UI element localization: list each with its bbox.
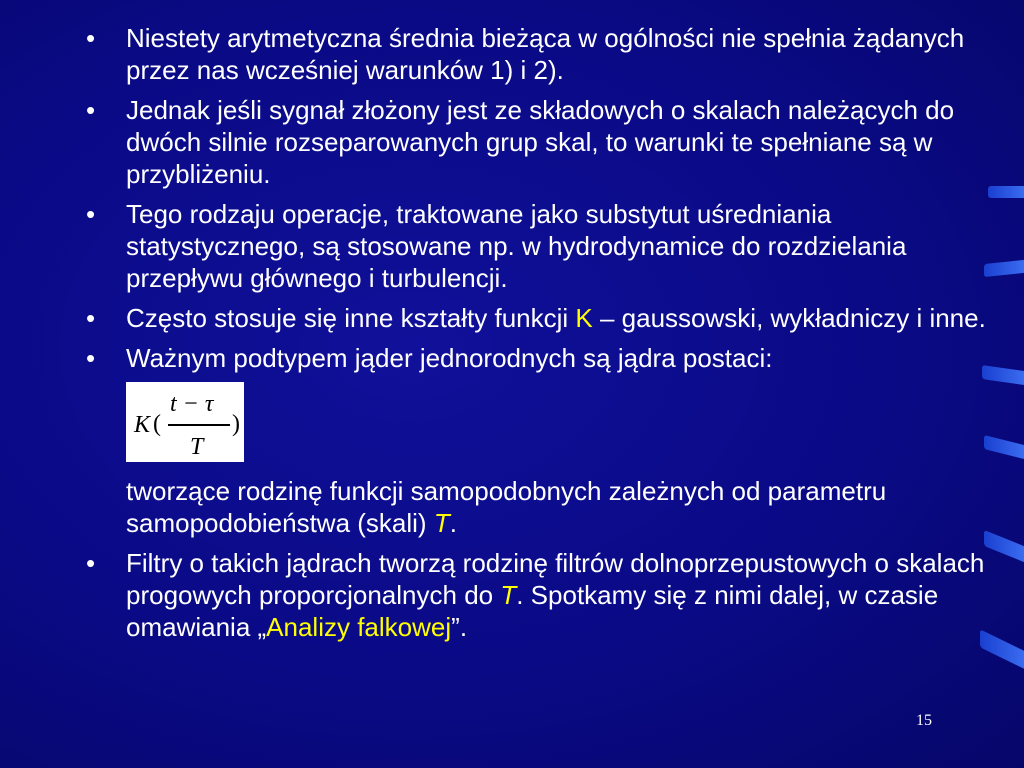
bullet-icon: •: [86, 343, 96, 373]
formula-left-paren: (: [153, 411, 161, 437]
kernel-formula: [126, 382, 244, 462]
bullet-item: [86, 547, 991, 643]
bullet-text: Filtry o takich jądrach tworzą rodzinę filtrów dolnoprzepustowych o skalach progowych proporcjonalnych do: [126, 548, 985, 610]
bullet-text: Niestety arytmetyczna średnia bieżąca w ogólności nie spełnia żądanych przez nas wcześniej warunków 1) i 2).: [126, 23, 965, 85]
formula-container: [126, 382, 991, 469]
decorative-stripe: [988, 186, 1024, 198]
bullet-item: [86, 302, 991, 334]
paragraph-text: tworzące rodzinę funkcji samopodobnych zależnych od parametru samopodobieństwa (skali): [126, 476, 887, 538]
highlight-text: T: [500, 580, 517, 610]
formula-right-paren: ): [232, 411, 240, 437]
bullet-text: – gaussowski, wykładniczy i inne.: [592, 303, 986, 333]
bullet-icon: •: [86, 303, 96, 333]
slide-content: [86, 22, 991, 651]
bullet-icon: •: [86, 199, 96, 229]
bullet-text: Tego rodzaju operacje, traktowane jako substytut uśredniania statystycznego, są stosowane np. w hydrodynamice do rozdzielania przepływu głównego i turbulencji.: [126, 199, 907, 293]
bullet-item: [86, 198, 991, 294]
bullet-item: [86, 94, 991, 190]
formula-function: K: [134, 412, 151, 438]
bullet-text: Często stosuje się inne kształty funkcji: [126, 303, 576, 333]
bullet-text: Ważnym podtypem jąder jednorodnych są jądra postaci:: [126, 343, 773, 373]
highlight-text: Analizy falkowej: [266, 612, 452, 642]
page-number: 15: [916, 712, 932, 729]
bullet-text: . Spotkamy się z nimi dalej, w czasie omawiania „: [126, 580, 939, 642]
bullet-text: ”.: [451, 612, 468, 642]
bullet-icon: •: [86, 548, 96, 578]
formula-numerator: t − τ: [170, 391, 214, 417]
bullet-text: Jednak jeśli sygnał złożony jest ze składowych o skalach należących do dwóch silnie rozseparowanych grup skal, to warunki te spełniane są w przybliżeniu.: [126, 95, 955, 189]
bullet-icon: •: [86, 95, 96, 125]
continuation-text: [86, 475, 991, 539]
paragraph-text: .: [449, 508, 457, 538]
bullet-item: [86, 22, 991, 86]
bullet-item: [86, 342, 991, 374]
highlight-text: K: [575, 303, 593, 333]
fraction-bar: [168, 424, 230, 426]
formula-denominator: T: [190, 434, 204, 460]
bullet-icon: •: [86, 23, 96, 53]
highlight-text: T: [433, 508, 450, 538]
